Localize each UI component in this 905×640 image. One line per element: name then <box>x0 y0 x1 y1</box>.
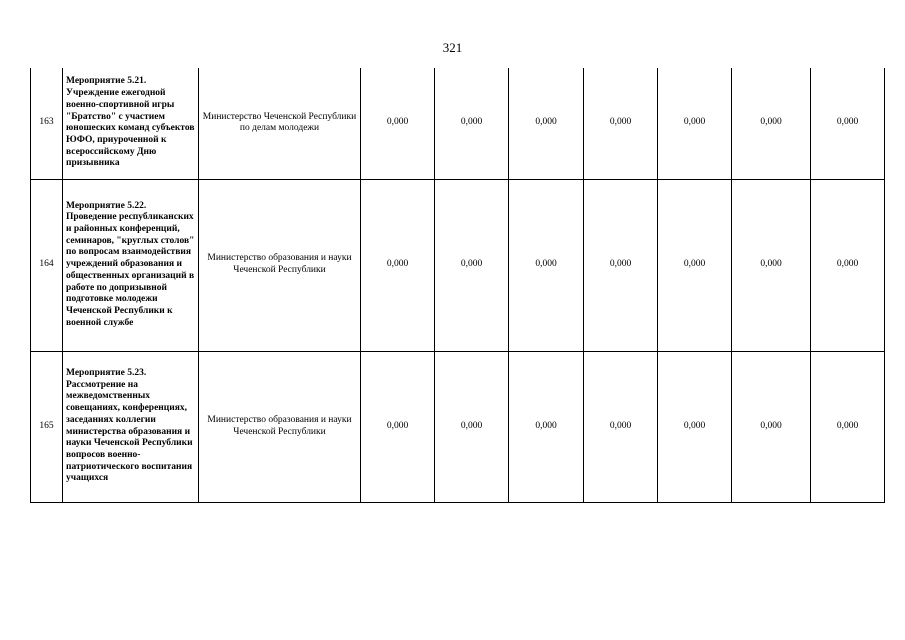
program-activities-table <box>30 68 885 503</box>
funding-value: 0,000 <box>658 68 732 179</box>
funding-value: 0,000 <box>584 179 658 351</box>
funding-value: 0,000 <box>811 179 885 351</box>
funding-value: 0,000 <box>732 351 811 502</box>
funding-value: 0,000 <box>361 351 435 502</box>
row-number: 164 <box>31 179 63 351</box>
activity-name: Мероприятие 5.21. Учреждение ежегодной военно-спортивной игры "Братство" с участием юношеских команд субъектов ЮФО, приуроченной к всероссийскому Дню призывника <box>63 68 199 179</box>
funding-value: 0,000 <box>435 179 509 351</box>
executor: Министерство образования и науки Чеченской Республики <box>199 179 361 351</box>
table-row <box>31 179 885 351</box>
funding-value: 0,000 <box>811 68 885 179</box>
funding-value: 0,000 <box>584 68 658 179</box>
table-row <box>31 68 885 179</box>
row-number: 165 <box>31 351 63 502</box>
page-number: 321 <box>442 40 463 55</box>
funding-value: 0,000 <box>435 68 509 179</box>
funding-value: 0,000 <box>732 179 811 351</box>
funding-value: 0,000 <box>658 179 732 351</box>
executor: Министерство Чеченской Республики по делам молодежи <box>199 68 361 179</box>
funding-value: 0,000 <box>361 68 435 179</box>
funding-value: 0,000 <box>584 351 658 502</box>
row-number: 163 <box>31 68 63 179</box>
funding-value: 0,000 <box>509 68 584 179</box>
activity-name: Мероприятие 5.23. Рассмотрение на межведомственных совещаниях, конференциях, заседаниях коллегии министерства образования и науки Чеченской Республики вопросов военно-патриотического воспитания учащихся <box>63 351 199 502</box>
funding-value: 0,000 <box>509 179 584 351</box>
funding-value: 0,000 <box>509 351 584 502</box>
executor: Министерство образования и науки Чеченской Республики <box>199 351 361 502</box>
funding-value: 0,000 <box>811 351 885 502</box>
funding-value: 0,000 <box>658 351 732 502</box>
activity-name: Мероприятие 5.22. Проведение республиканских и районных конференций, семинаров, "круглых столов" по вопросам взаимодействия учреждений образования и общественных организаций в работе по допризывной подготовке молодежи Чеченской Республики к военной службе <box>63 179 199 351</box>
funding-value: 0,000 <box>435 351 509 502</box>
table-row <box>31 351 885 502</box>
funding-value: 0,000 <box>732 68 811 179</box>
funding-value: 0,000 <box>361 179 435 351</box>
